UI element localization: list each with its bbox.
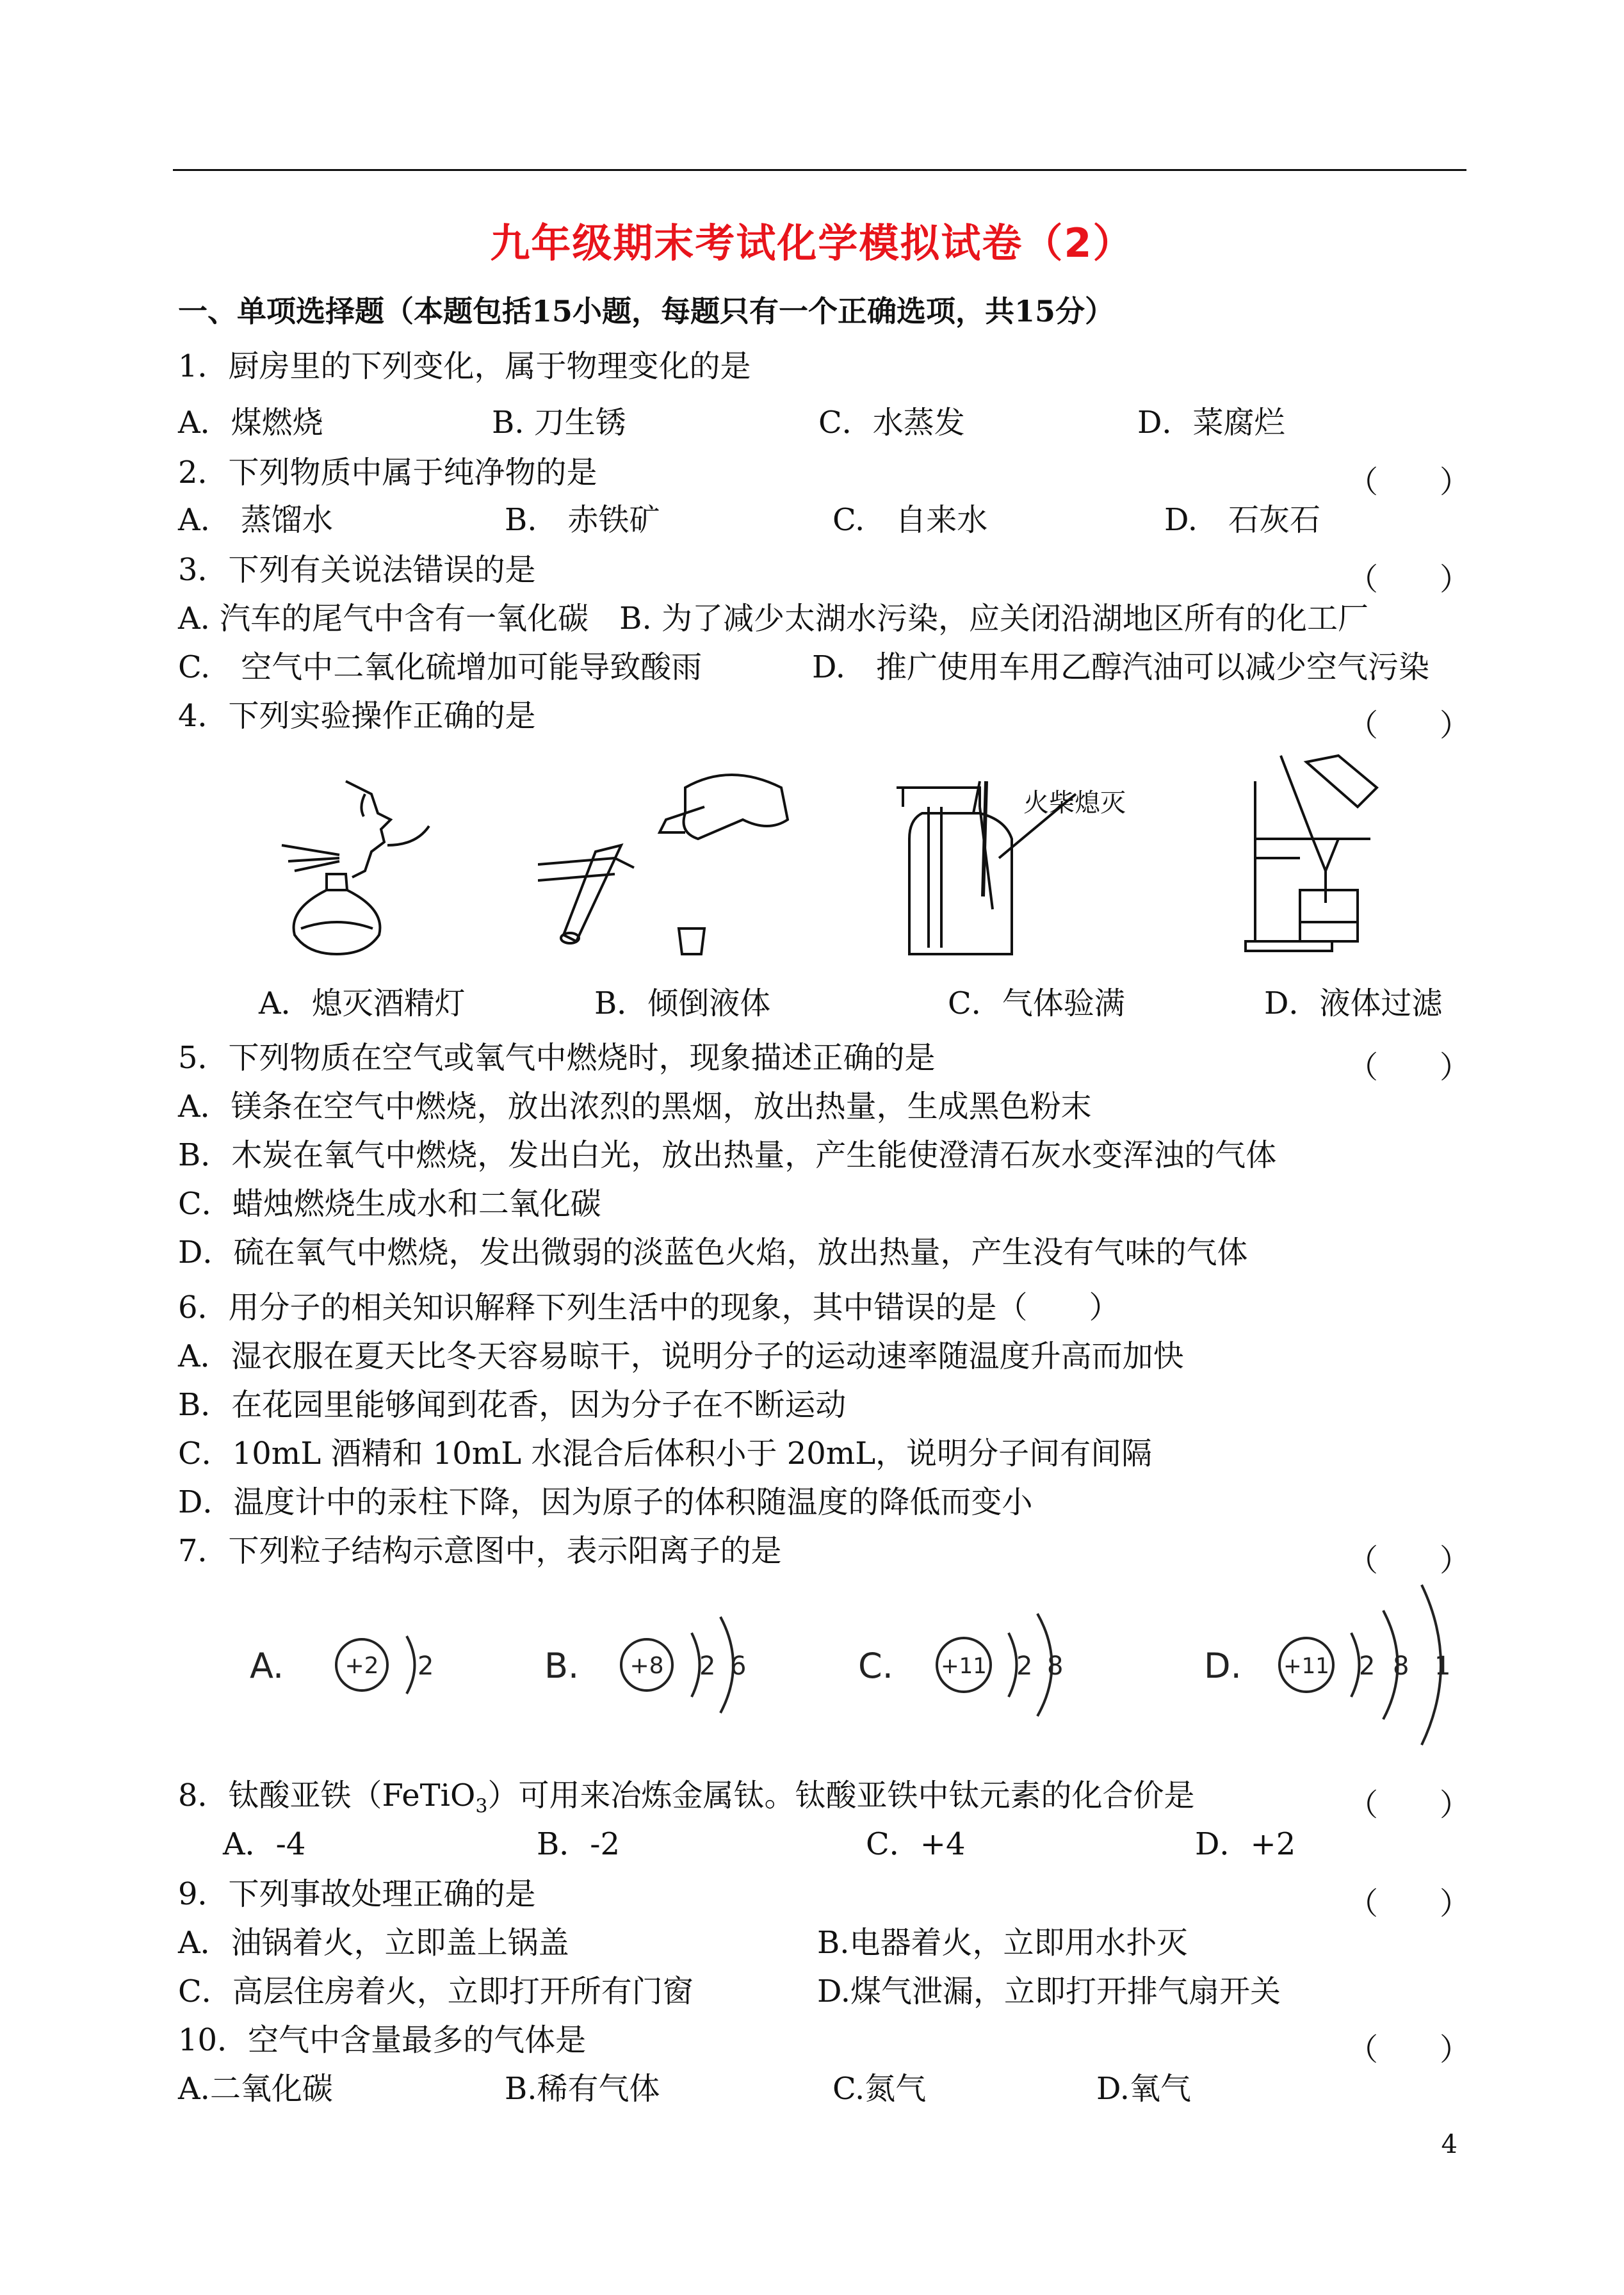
q10-answer-bracket: （ ） [1347, 2032, 1470, 2068]
q6-option-c: C．10mL 酒精和 10mL 水混合后体积小于 20mL，说明分子间有间隔 [178, 1436, 1153, 1472]
diagram-c-shell-1: 2 [1016, 1651, 1033, 1681]
q1-option-c: C．水蒸发 [818, 405, 965, 441]
header-rule [173, 169, 1466, 171]
diagram-b-label: B. [544, 1646, 580, 1686]
q8-option-c: C．+4 [866, 1826, 966, 1862]
diagram-a-label: A. [250, 1646, 284, 1686]
q6-option-d: D．温度计中的汞柱下降，因为原子的体积随温度的降低而变小 [178, 1484, 1033, 1520]
diagram-d-shell-1: 2 [1359, 1651, 1376, 1681]
q5-option-a: A．镁条在空气中燃烧，放出浓烈的黑烟，放出热量，生成黑色粉末 [178, 1089, 1092, 1124]
question-9-stem: 9．下列事故处理正确的是 [178, 1876, 536, 1912]
diagram-b-shell-2: 6 [730, 1651, 747, 1681]
q3-answer-bracket: （ ） [1347, 562, 1470, 597]
q8-stem-part-1: 8．钛酸亚铁（FeTiO [178, 1778, 476, 1813]
question-1-stem: 1．厨房里的下列变化，属于物理变化的是 [178, 348, 751, 384]
q4-answer-bracket: （ ） [1347, 708, 1470, 743]
q9-answer-bracket: （ ） [1347, 1886, 1470, 1922]
question-6-stem: 6．用分子的相关知识解释下列生活中的现象，其中错误的是（ ） [178, 1290, 1120, 1326]
page-title: 九年级期末考试化学模拟试卷（2） [490, 220, 1134, 266]
alcohol-lamp-illustration [269, 768, 448, 961]
q2-option-b: B. 赤铁矿 [505, 502, 660, 538]
diagram-c-label: C. [858, 1646, 893, 1686]
q3-option-d: D. 推广使用车用乙醇汽油可以减少空气污染 [812, 649, 1430, 685]
particle-structure-diagrams [250, 1582, 1466, 1748]
diagram-a-nucleus: +2 [345, 1653, 379, 1679]
q10-option-a: A.二氧化碳 [178, 2071, 333, 2107]
q2-option-c: C. 自来水 [832, 502, 988, 538]
q2-option-d: D. 石灰石 [1164, 502, 1321, 538]
q5-answer-bracket: （ ） [1347, 1050, 1470, 1085]
q8-answer-bracket: （ ） [1347, 1787, 1470, 1823]
q4-option-c: C．气体验满 [948, 985, 1125, 1021]
q9-option-b: B.电器着火，立即用水扑灭 [817, 1925, 1188, 1961]
q8-option-d: D．+2 [1195, 1826, 1296, 1862]
diagram-a-shell-1: 2 [418, 1651, 434, 1681]
question-8-stem [178, 1780, 1194, 1817]
question-7-stem: 7．下列粒子结构示意图中，表示阳离子的是 [178, 1533, 782, 1569]
q8-formula-subscript: 3 [475, 1795, 488, 1818]
diagram-c-shell-2: 8 [1047, 1651, 1064, 1681]
q10-option-c: C.氮气 [832, 2071, 927, 2107]
diagram-d-nucleus: +11 [1283, 1653, 1329, 1679]
q2-answer-bracket: （ ） [1347, 464, 1470, 500]
question-10-stem: 10．空气中含量最多的气体是 [178, 2022, 587, 2058]
q1-option-a: A．煤燃烧 [178, 405, 323, 441]
q1-option-b: B. 刀生锈 [492, 405, 626, 441]
q1-option-d: D．菜腐烂 [1137, 405, 1285, 441]
diagram-d-shell-3: 1 [1434, 1651, 1451, 1681]
diagram-d-label: D. [1204, 1646, 1242, 1686]
q3-option-a-b: A. 汽车的尾气中含有一氧化碳 B. 为了减少太湖水污染，应关闭沿湖地区所有的化工厂 [178, 601, 1368, 637]
q4-option-d: D．液体过滤 [1264, 985, 1443, 1021]
q9-option-d: D.煤气泄漏，立即打开排气扇开关 [817, 1974, 1281, 2009]
q9-option-c: C．高层住房着火，立即打开所有门窗 [178, 1974, 694, 2009]
filtration-illustration [1242, 749, 1447, 961]
q5-option-d: D．硫在氧气中燃烧，发出微弱的淡蓝色火焰，放出热量，产生没有气味的气体 [178, 1235, 1248, 1270]
q6-option-b: B．在花园里能够闻到花香，因为分子在不断运动 [178, 1387, 847, 1423]
q9-option-a: A．油锅着火，立即盖上锅盖 [178, 1925, 569, 1961]
question-4-stem: 4．下列实验操作正确的是 [178, 698, 536, 734]
q5-option-c: C．蜡烛燃烧生成水和二氧化碳 [178, 1186, 601, 1222]
q4-option-a: A．熄灭酒精灯 [259, 985, 466, 1021]
q3-option-c: C. 空气中二氧化硫增加可能导致酸雨 [178, 649, 702, 685]
q8-option-b: B．-2 [537, 1826, 621, 1862]
section-heading: 一、单项选择题（本题包括15小题，每题只有一个正确选项，共15分） [178, 294, 1115, 328]
q6-option-a: A．湿衣服在夏天比冬天容易晾干，说明分子的运动速率随温度升高而加快 [178, 1338, 1184, 1374]
question-5-stem: 5．下列物质在空气或氧气中燃烧时，现象描述正确的是 [178, 1040, 936, 1076]
q8-option-a: A．-4 [223, 1826, 306, 1862]
question-3-stem: 3．下列有关说法错误的是 [178, 552, 536, 588]
q10-option-d: D.氧气 [1096, 2071, 1192, 2107]
diagram-b-shell-1: 2 [699, 1651, 716, 1681]
diagram-b-nucleus: +8 [629, 1653, 664, 1679]
page-number: 4 [1441, 2130, 1458, 2159]
q4-option-b: B．倾倒液体 [594, 985, 771, 1021]
q2-option-a: A. 蒸馏水 [178, 502, 333, 538]
q7-answer-bracket: （ ） [1347, 1543, 1470, 1578]
diagram-d-shell-2: 8 [1393, 1651, 1409, 1681]
q5-option-b: B．木炭在氧气中燃烧，发出白光，放出热量，产生能使澄清石灰水变浑浊的气体 [178, 1137, 1277, 1173]
q8-stem-part-2: ）可用来冶炼金属钛。钛酸亚铁中钛元素的化合价是 [487, 1778, 1195, 1813]
pouring-liquid-illustration [538, 762, 794, 961]
diagram-c-nucleus: +11 [941, 1653, 987, 1679]
question-2-stem: 2．下列物质中属于纯净物的是 [178, 455, 597, 491]
q10-option-b: B.稀有气体 [505, 2071, 660, 2107]
match-label: 火柴熄灭 [1023, 788, 1126, 818]
